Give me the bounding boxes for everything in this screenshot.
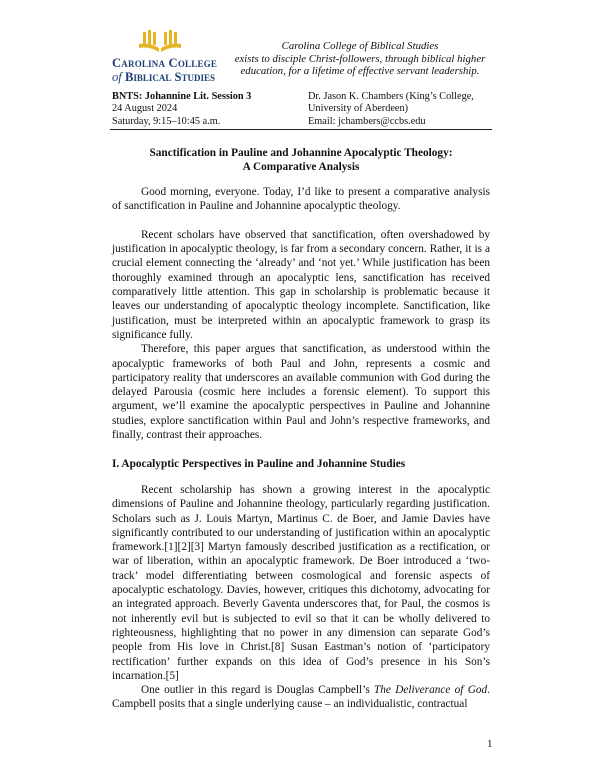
open-book-logo-icon — [138, 30, 182, 54]
title-line-1: Sanctification in Pauline and Johannine Apocalyptic Theology: — [149, 147, 453, 159]
paper-title — [112, 146, 490, 174]
paragraph-4: Recent scholarship has shown a growing interest in the apocalyptic dimensions of Pauline and Johannine theology, particularly regarding justification. Scholars such as J. Louis Martyn, Martinus C. de Boer, and Jamie Davies have significantly contributed to our understanding of justification within an apocalyptic framework.[1][2][3] Martyn famously described justification as a rectification, or war of liberation, within an apocalyptic framework. De Boer introduced a ‘two-track’ model differentiating between cosmological and forensic aspects of apocalyptic eschatology. Davies, however, critiques this dichotomy, advocating for an integrated approach. Beverly Gaventa underscores that, for Paul, the cosmos is not inherently evil but is subjected to evil so that it can be wholly delivered to righteousness, highlighting that no power in any dimension can separate God’s people from His love in Christ.[8] Susan Eastman’s notion of ‘participatory rectification’ further expands on this idea of God’s presence in his Son’s incarnation.[5] — [112, 483, 490, 682]
paragraph-5-start: One outlier in this regard is Douglas Campbell’s — [141, 684, 374, 697]
logo-text-of: of — [112, 70, 122, 84]
tagline-line-3: education, for a lifetime of effective servant leadership. — [240, 65, 480, 78]
tagline-line-2: exists to disciple Christ-followers, through biblical higher — [234, 52, 486, 65]
college-logo — [112, 30, 218, 84]
paragraph-intro: Good morning, everyone. Today, I’d like to present a comparative analysis of sanctification in Pauline and Johannine apocalyptic theology. — [112, 186, 490, 213]
section-heading-1: I. Apocalyptic Perspectives in Pauline and Johannine Studies — [112, 457, 406, 470]
page-number: 1 — [487, 738, 493, 750]
book-title: The Deliverance of God — [374, 684, 488, 697]
paragraph-5-end: . Campbell posits that a single underlying cause – an individualistic, contractual — [112, 684, 490, 711]
author-affiliation: University of Aberdeen) — [308, 103, 409, 115]
paragraph-3: Therefore, this paper argues that sanctification, as understood within the apocalyptic frameworks of both Paul and John, represents a cosmic and participatory reality that underscores an available communion with God during the delayed Parousia (cosmic here includes a forensic element). To support this argument, we’ll examine the apocalyptic perspectives in Pauline and Johannine studies, explore sanctification within Paul and John’s respective frameworks, and finally, contrast their approaches. — [112, 343, 490, 442]
tagline-line-1: Carolina College of Biblical Studies — [281, 40, 439, 52]
course-name: BNTS: Johannine Lit. Session 3 — [112, 91, 252, 102]
author-email: Email: jchambers@ccbs.edu — [308, 115, 426, 127]
author-info — [308, 91, 474, 128]
paragraph-2: Recent scholars have observed that sanctification, often overshadowed by justification in apocalyptic theology, is far from a secondary concern. Rather, it is a crucial element connecting the ‘already’ and ‘not yet.’ While justification has been thoroughly examined through an apocalyptic lens, sanctification has received comparatively little attention. This gap in scholarship is problematic because it leaves our understanding of apocalyptic theology incomplete. Sanctification, like justification, must be interpreted within an apocalyptic framework to grasp its significance fully. — [112, 228, 490, 341]
logo-text-line-1: Carolina College — [112, 56, 218, 70]
paragraph-5 — [112, 683, 490, 712]
session-date: 24 August 2024 — [112, 103, 178, 115]
title-line-2: A Comparative Analysis — [242, 161, 360, 174]
session-info — [112, 91, 251, 128]
session-time: Saturday, 9:15–10:45 a.m. — [112, 115, 221, 127]
logo-text-rest: Biblical Studies — [124, 70, 216, 84]
mission-tagline — [225, 40, 495, 78]
paper-body — [112, 185, 490, 712]
logo-text-line-2 — [112, 70, 216, 84]
author-name: Dr. Jason K. Chambers (King’s College, — [308, 91, 474, 102]
header-divider — [110, 129, 492, 130]
